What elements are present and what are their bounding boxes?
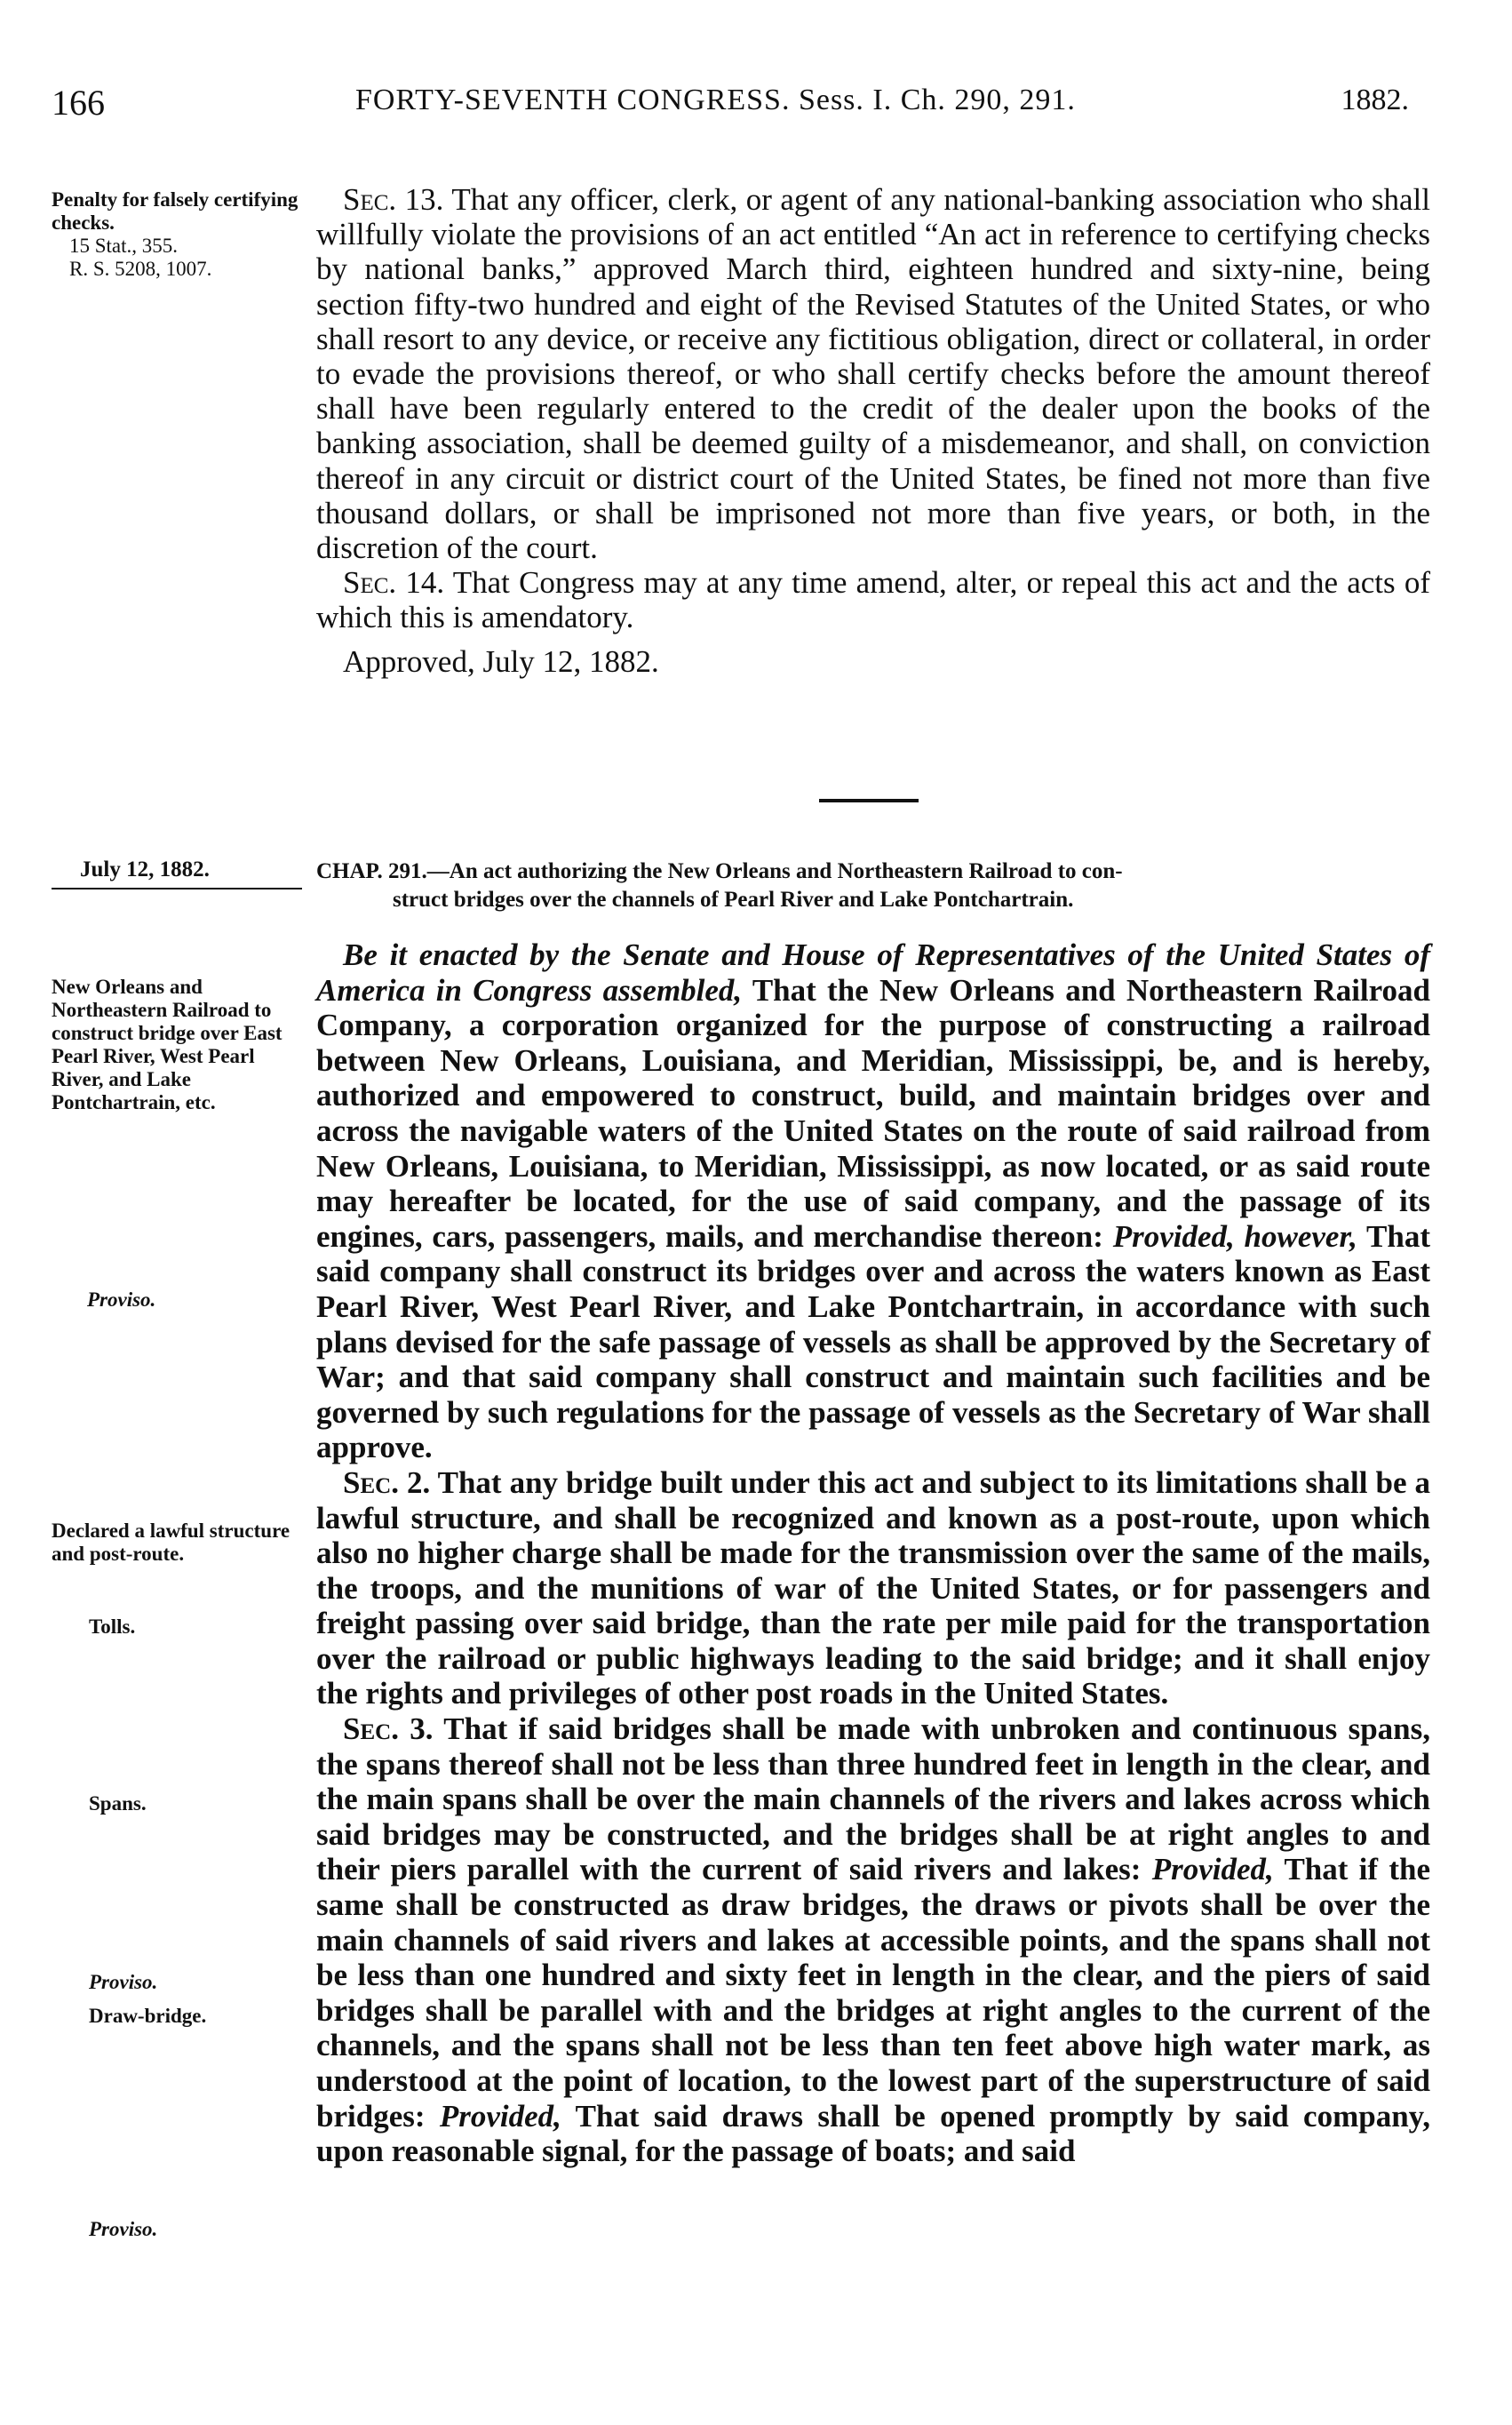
chapter-divider <box>819 799 919 802</box>
approval-line: Approved, July 12, 1882. <box>343 643 659 679</box>
section-13-text: That any officer, clerk, or agent of any national-banking association who shall willfully violate the provisions of an act entitled “An act in reference to certifying checks by national banks,” approved March third, eighteen hundred and sixty-nine, being section fifty-two hundred and eight of the Revised Statutes of the United States, or who shall resort to any device, or receive any fictitious obligation, direct or collateral, in order to evade the provisions thereof, or who shall certify checks before the amount thereof shall have been regularly entered to the credit of the dealer upon the books of the banking association, shall be deemed guilty of a misdemeanor, and shall, on conviction thereof in any circuit or district court of the United States, be fined not more than five thousand dollars, or shall be imprisoned not more than five years, or both, in the discretion of the court. <box>316 182 1430 566</box>
margin-note-draw-bridge: Draw-bridge. <box>89 2005 207 2027</box>
section-3-label: Sec. 3. <box>343 1711 434 1747</box>
margin-note-penalty-text: Penalty for falsely certifying checks. <box>52 188 298 234</box>
section-14 <box>316 565 1430 634</box>
section-3 <box>316 1711 1430 2169</box>
section-13-label: Sec. 13. <box>343 182 444 217</box>
margin-note-tolls: Tolls. <box>89 1615 136 1638</box>
enacting-clause: Be it enacted by the Senate and House of Representatives of the United States of America in Congress assembled, <box>316 937 1430 1008</box>
proviso-1-text: That said company shall construct its bridges over and across the waters known as East Pearl River, West Pearl River, and Lake Pontchartrain, in accordance with such plans devised for the safe passage of vessels as shall be approved by the Secretary of War; and that said company shall construct and maintain such facilities and be governed by such regulations for the passage of vessels as the Secretary of War shall approve. <box>316 1218 1431 1465</box>
chapter-291-label: CHAP. 291. <box>316 859 427 883</box>
section-2-text: That any bridge built under this act and subject to its limitations shall be a lawful structure, and shall be recognized and known as a post-route, upon which also no higher charge shall be made for the transmission over the same of the mails, the troops, and the munitions of war of the United States, or for passengers and freight passing over said bridge, than the rate per mile paid for the transportation over the railroad or public highways leading to the said bridge; and it shall enjoy the rights and privileges of other post roads in the United States. <box>316 1464 1430 1711</box>
running-title: FORTY-SEVENTH CONGRESS. Sess. I. Ch. 290, 291. <box>355 84 1076 116</box>
page-header <box>52 82 1437 126</box>
proviso-1-lead: Provided, however, <box>1112 1218 1357 1254</box>
margin-note-proviso-1: Proviso. <box>87 1288 156 1311</box>
margin-note-penalty <box>52 188 309 281</box>
section-14-label: Sec. 14. <box>343 565 445 601</box>
margin-citation-rs: R. S. 5208, 1007. <box>69 258 212 280</box>
section-1 <box>316 937 1430 1465</box>
page-number: 166 <box>52 83 105 123</box>
chapter-291-date: July 12, 1882. <box>52 858 302 889</box>
section-1-text: That the New Orleans and Northeastern Railroad Company, a corporation organized for the purpose of constructing a railroad between New Orleans, Louisiana, and Meridian, Mississippi, be, and is hereby, authorized and empowered to construct, build, and maintain bridges over and across the navigable waters of the United States on the route of said railroad from New Orleans, Louisiana, to Meridian, Mississippi, as now located, or as said route may hereafter be located, for the use of said company, and the passage of its engines, cars, passengers, mails, and merchandise thereon: <box>316 972 1431 1254</box>
header-year: 1882. <box>1341 84 1409 116</box>
chapter-291-heading <box>316 858 1430 914</box>
margin-note-bridge-authorization: New Orleans and Northeastern Railroad to construct bridge over East Pearl River, West Pearl River, and Lake Pontchartrain, etc. <box>52 976 283 1113</box>
chapter-291-title-line2: struct bridges over the channels of Pearl River and Lake Pontchartrain. <box>393 888 1074 912</box>
proviso-3-lead: Provided, <box>439 2098 561 2134</box>
section-2 <box>316 1465 1430 1711</box>
margin-note-lawful-structure: Declared a lawful structure and post-route. <box>52 1520 290 1565</box>
proviso-2-text: That if the same shall be constructed as draw bridges, the draws or pivots shall be over the main channels of said rivers and lakes at accessible points, and the spans shall not be less than one hundred and sixty feet in length in the clear, and the piers of said bridges shall be parallel with and the bridges at right angles to the current of the channels, and the spans shall not be less than ten feet above high water mark, as understood at the point of location, to the lowest part of the superstructure of said bridges: <box>316 1852 1431 2134</box>
margin-note-proviso-2: Proviso. <box>89 1971 158 1993</box>
section-13 <box>316 182 1430 565</box>
section-3-text: That if said bridges shall be made with unbroken and continuous spans, the spans thereof shall not be less than three hundred feet in length in the clear, and the main spans shall be over the main channels of the rivers and lakes across which said bridges may be constructed, and the bridges shall be at right angles to and their piers parallel with the current of said rivers and lakes: <box>316 1711 1431 1887</box>
proviso-2-lead: Provided, <box>1151 1852 1274 1887</box>
section-2-label: Sec. 2. <box>343 1464 431 1500</box>
chapter-291-text <box>316 937 1430 2169</box>
section-14-text: That Congress may at any time amend, alter, or repeal this act and the acts of which this is amendatory. <box>316 565 1430 635</box>
chapter-290-text <box>316 182 1430 679</box>
proviso-3-text: That said draws shall be opened promptly by said company, upon reasonable signal, for the passage of boats; and said <box>316 2098 1430 2169</box>
margin-citation-stat: 15 Stat., 355. <box>69 235 179 257</box>
chapter-291-title-line1: —An act authorizing the New Orleans and Northeastern Railroad to con- <box>426 859 1123 883</box>
margin-note-proviso-3: Proviso. <box>89 2218 158 2240</box>
margin-note-spans: Spans. <box>89 1792 147 1815</box>
